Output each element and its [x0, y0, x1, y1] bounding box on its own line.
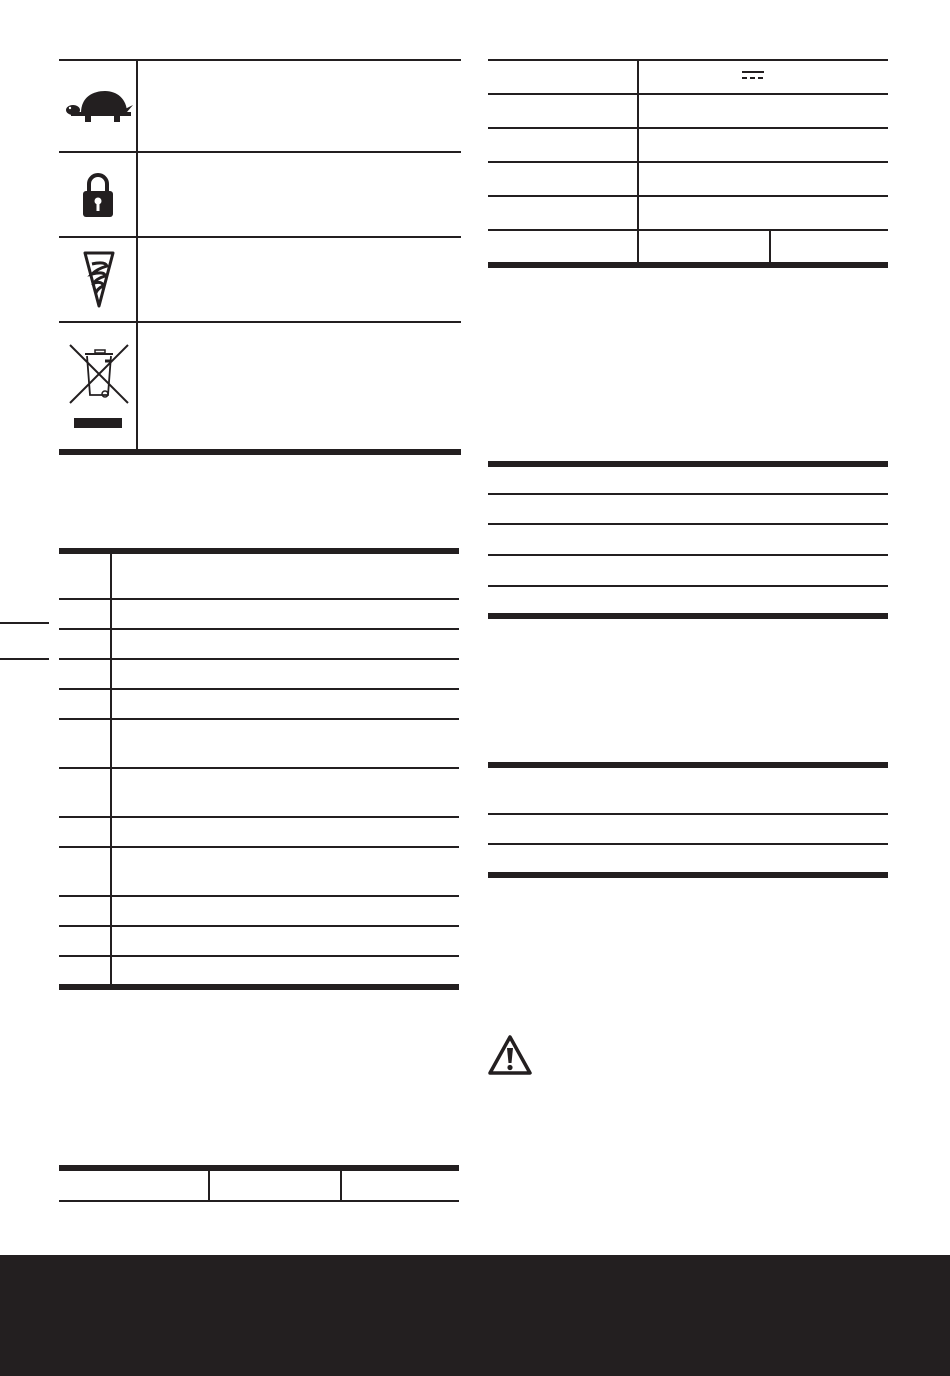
- symbol-row: [59, 61, 461, 151]
- table-rule: [488, 554, 888, 556]
- table-rule: [488, 59, 888, 61]
- table-bottom-rule: [488, 613, 888, 619]
- table-rule: [59, 718, 459, 720]
- table-divider: [208, 1165, 210, 1202]
- table-rule: [59, 767, 459, 769]
- table-rule: [59, 955, 459, 957]
- table-rule: [488, 127, 888, 129]
- table-bottom-rule: [59, 984, 459, 990]
- crossed-out-wheelie-bin-icon: [67, 343, 133, 434]
- table-rule: [488, 523, 888, 525]
- screw-icon: [83, 250, 115, 315]
- table-rule: [59, 628, 459, 630]
- table-top-rule: [488, 762, 888, 768]
- table-rule: [488, 585, 888, 587]
- table-divider: [340, 1165, 342, 1202]
- symbol-row: [59, 153, 461, 236]
- table-top-rule: [59, 1165, 459, 1171]
- table-top-rule: [59, 548, 459, 554]
- table-bottom-rule: [59, 449, 461, 455]
- table-rule: [488, 93, 888, 95]
- table-bottom-rule: [59, 1200, 459, 1202]
- symbol-row: [59, 323, 461, 449]
- side-tab-rule: [0, 622, 49, 624]
- table-divider: [769, 229, 771, 267]
- table-rule: [488, 229, 888, 231]
- table-rule: [59, 688, 459, 690]
- table-rule: [59, 925, 459, 927]
- warning-triangle-icon: [487, 1034, 533, 1081]
- table-divider: [110, 548, 112, 990]
- table-rule: [488, 843, 888, 845]
- table-bottom-rule: [488, 262, 888, 268]
- table-rule: [488, 195, 888, 197]
- footer-band: [0, 1255, 950, 1376]
- direct-current-icon: [742, 71, 764, 81]
- table-rule: [59, 816, 459, 818]
- table-rule: [488, 813, 888, 815]
- table-rule: [488, 493, 888, 495]
- table-bottom-rule: [488, 872, 888, 878]
- table-rule: [59, 846, 459, 848]
- table-rule: [59, 598, 459, 600]
- symbol-row: [59, 238, 461, 321]
- padlock-icon: [81, 171, 115, 224]
- table-rule: [59, 658, 459, 660]
- table-rule: [59, 895, 459, 897]
- turtle-icon: [65, 89, 133, 128]
- table-top-rule: [488, 461, 888, 467]
- side-tab-rule: [0, 658, 49, 660]
- table-divider: [637, 59, 639, 267]
- table-rule: [488, 161, 888, 163]
